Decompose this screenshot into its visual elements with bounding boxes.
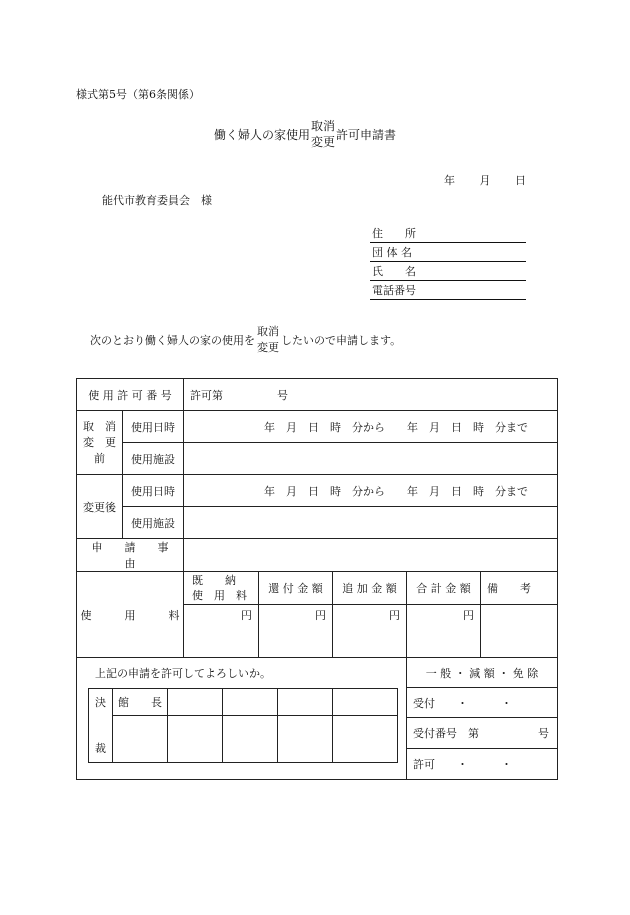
approval-question: 上記の申請を許可してよろしいか。 <box>95 667 271 680</box>
before-label-line2: 変 更 <box>83 435 116 449</box>
group-name-field[interactable] <box>370 244 526 262</box>
permit-number-field[interactable] <box>184 379 558 411</box>
seal-cell[interactable] <box>333 716 398 763</box>
statement-option-change: 変更 <box>257 341 279 354</box>
approval-row-1 <box>77 658 558 688</box>
decision-seal-table <box>88 688 398 763</box>
application-table <box>76 378 558 780</box>
before-datetime-to: 年 月 日 時 分まで <box>407 420 529 434</box>
refund-field[interactable] <box>259 605 333 658</box>
total-field[interactable] <box>407 605 481 658</box>
reason-field[interactable] <box>184 539 558 572</box>
permit-date-field[interactable]: 許可 ・ ・ <box>407 749 558 780</box>
after-use-datetime-field[interactable] <box>184 475 558 507</box>
fee-paid-label <box>184 572 259 605</box>
receipt-number-field[interactable] <box>407 718 558 749</box>
before-label-line3: 前 <box>94 451 105 465</box>
after-use-facility-field[interactable] <box>184 507 558 539</box>
decision-char-1: 決 <box>95 696 106 709</box>
seal-header-cell[interactable] <box>278 689 333 716</box>
after-facility-row <box>77 507 558 539</box>
total-label: 合 計 金 額 <box>407 572 481 605</box>
before-datetime-row <box>77 411 558 443</box>
title-option-change: 変更 <box>311 135 336 149</box>
fee-paid-field[interactable] <box>184 605 259 658</box>
addressee: 能代市教育委員会 様 <box>102 194 212 207</box>
seal-header-cell[interactable] <box>223 689 278 716</box>
request-statement <box>90 324 401 356</box>
decision-char-2: 裁 <box>95 742 106 755</box>
received-date-field[interactable]: 受付 ・ ・ <box>407 688 558 718</box>
after-datetime-to: 年 月 日 時 分まで <box>407 484 529 498</box>
fee-label: 使 用 料 <box>77 572 184 658</box>
seal-cell[interactable] <box>278 716 333 763</box>
yen-unit: 円 <box>389 609 401 622</box>
yen-unit: 円 <box>463 609 475 622</box>
before-use-facility-label: 使用施設 <box>123 443 184 475</box>
phone-label: 電話番号 <box>372 284 416 297</box>
name-field[interactable] <box>370 263 526 281</box>
additional-field[interactable] <box>333 605 407 658</box>
statement-option-cancel: 取消 <box>257 325 279 338</box>
permit-number-label: 使 用 許 可 番 号 <box>77 379 184 411</box>
yen-unit: 円 <box>241 609 253 622</box>
title-option-cancel: 取消 <box>311 119 336 133</box>
permit-number-prefix: 許可第 <box>190 388 224 402</box>
document-title <box>214 118 396 150</box>
permit-number-suffix: 号 <box>277 388 289 402</box>
form-number: 様式第5号（第6条関係） <box>76 88 200 101</box>
date-month: 月 <box>479 174 491 187</box>
refund-label: 還 付 金 額 <box>259 572 333 605</box>
before-facility-row <box>77 443 558 475</box>
statement-suffix: したいので申請します。 <box>281 334 402 347</box>
notes-label-text: 備 考 <box>487 582 532 595</box>
date-line <box>444 172 526 188</box>
before-change-label <box>77 411 123 475</box>
date-year: 年 <box>444 174 455 187</box>
address-label: 住 所 <box>372 227 416 240</box>
before-use-facility-field[interactable] <box>184 443 558 475</box>
yen-unit: 円 <box>315 609 327 622</box>
after-datetime-from: 年 月 日 時 分から <box>264 484 386 498</box>
seal-cell[interactable] <box>168 716 223 763</box>
after-use-datetime-label: 使用日時 <box>123 475 184 507</box>
before-label-line1: 取 消 <box>83 419 116 433</box>
seal-cell[interactable] <box>223 716 278 763</box>
title-suffix: 許可申請書 <box>336 127 397 142</box>
notes-label <box>481 572 558 605</box>
title-prefix: 働く婦人の家使用 <box>214 127 311 142</box>
before-datetime-from: 年 月 日 時 分から <box>264 420 386 434</box>
fee-paid-line1-text: 既 納 <box>192 574 237 587</box>
name-label: 氏 名 <box>372 265 416 278</box>
fee-paid-line1 <box>184 573 258 588</box>
reason-label: 申 請 事 由 <box>77 539 184 572</box>
reason-row <box>77 539 558 572</box>
after-change-label: 変更後 <box>77 475 123 539</box>
seal-header-cell[interactable] <box>168 689 223 716</box>
after-datetime-row <box>77 475 558 507</box>
director-seal-cell[interactable] <box>113 716 168 763</box>
fee-header-row <box>77 572 558 605</box>
notes-field[interactable] <box>481 605 558 658</box>
date-day: 日 <box>515 174 526 187</box>
phone-field[interactable] <box>370 282 526 300</box>
fee-paid-line2 <box>184 588 258 603</box>
seal-header-cell[interactable] <box>333 689 398 716</box>
statement-prefix: 次のとおり働く婦人の家の使用を <box>90 334 255 347</box>
receipt-number-suffix: 号 <box>538 727 550 740</box>
decision-label <box>89 689 113 763</box>
after-use-facility-label: 使用施設 <box>123 507 184 539</box>
classification-options[interactable]: 一 般 ・ 減 額 ・ 免 除 <box>407 658 558 688</box>
permit-number-row <box>77 379 558 411</box>
fee-paid-line2-text: 使 用 料 <box>192 589 248 602</box>
approval-area <box>77 658 407 780</box>
before-use-datetime-field[interactable] <box>184 411 558 443</box>
receipt-number-prefix: 受付番号 第 <box>413 727 480 740</box>
additional-label: 追 加 金 額 <box>333 572 407 605</box>
director-label: 館 長 <box>113 689 168 716</box>
address-field[interactable] <box>370 225 526 243</box>
group-name-label: 団 体 名 <box>372 246 412 259</box>
before-use-datetime-label: 使用日時 <box>123 411 184 443</box>
